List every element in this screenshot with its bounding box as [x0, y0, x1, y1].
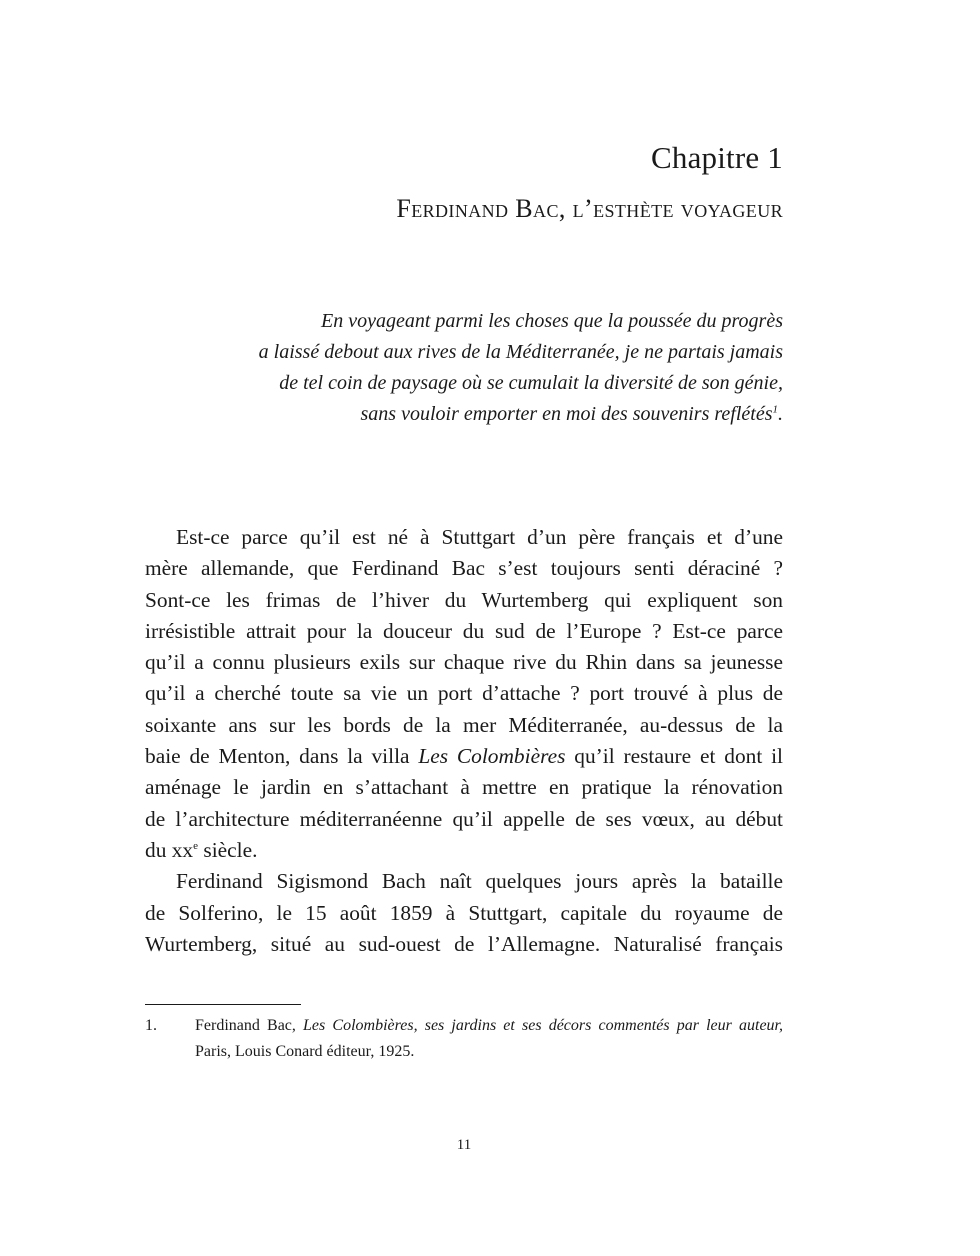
- footnote-line: [195, 1013, 783, 1039]
- body-text: [145, 522, 783, 960]
- chapter-title: Ferdinand Bac, l’esthète voyageur: [396, 194, 783, 223]
- text-line: [145, 710, 783, 741]
- footnote-author: Ferdinand Bac,: [195, 1017, 304, 1034]
- text-line-content: mère allemande, que Ferdinand Bac s’est toujours senti déraciné ?: [145, 556, 783, 581]
- text-line-content: soixante ans sur les bords de la mer Méditerranée, au-dessus de la: [145, 712, 783, 737]
- text-line-content: qu’il a connu plusieurs exils sur chaque rive du Rhin dans sa jeunesse: [145, 650, 783, 675]
- text-line-content: Est-ce parce qu’il est né à Stuttgart d’un père français et d’une: [176, 525, 783, 549]
- footnote-title: Les Colombières, ses jardins et ses décors commentés par leur auteur,: [303, 1017, 783, 1034]
- chapter-number: Chapitre 1: [651, 140, 783, 175]
- epigraph-line: sans vouloir emporter en moi des souvenirs reflétés: [360, 403, 773, 425]
- footnote: [145, 1013, 783, 1065]
- footnote-separator: [145, 1004, 301, 1005]
- footnote-number: 1.: [145, 1017, 157, 1034]
- text-line: [145, 866, 783, 897]
- text-line-content: qu’il a cherché toute sa vie un port d’attache ? port trouvé à plus de: [145, 681, 783, 706]
- text-line: [145, 616, 783, 647]
- epigraph-period: .: [778, 403, 783, 425]
- text-line-content: aménage le jardin en s’attachant à mettre en pratique la rénovation: [145, 775, 783, 800]
- text-segment: siècle.: [198, 837, 258, 862]
- text-line: [145, 741, 783, 772]
- text-line: [145, 835, 783, 866]
- text-line-content: de Solferino, le 15 août 1859 à Stuttgart, capitale du royaume de: [145, 900, 783, 925]
- epigraph-line: a laissé debout aux rives de la Méditerranée, je ne partais jamais: [258, 341, 783, 363]
- epigraph-line: de tel coin de paysage où se cumulait la diversité de son génie,: [279, 372, 783, 394]
- text-line-content: Ferdinand Sigismond Bach naît quelques jours après la bataille: [176, 869, 783, 894]
- footnote-publisher: Paris, Louis Conard éditeur, 1925.: [195, 1043, 415, 1060]
- footnote-text: [195, 1013, 783, 1065]
- text-line: [145, 772, 783, 803]
- text-line-content: Sont-ce les frimas de l’hiver du Wurtemberg qui expliquent son: [145, 587, 783, 612]
- text-line: [145, 585, 783, 616]
- text-line-content: Wurtemberg, situé au sud-ouest de l’Allemagne. Naturalisé français: [145, 931, 783, 956]
- text-segment: baie de Menton, dans la villa: [145, 744, 419, 769]
- epigraph-line: En voyageant parmi les choses que la poussée du progrès: [321, 310, 783, 332]
- text-line: [145, 678, 783, 709]
- text-line: [145, 898, 783, 929]
- text-line: [145, 804, 783, 835]
- epigraph-last-line: [163, 399, 783, 430]
- text-line-content: irrésistible attrait pour la douceur du sud de l’Europe ? Est-ce parce: [145, 618, 783, 643]
- text-line: [145, 929, 783, 960]
- footnote-reference: 1: [772, 403, 778, 416]
- page-number: 11: [456, 1137, 472, 1153]
- text-segment: qu’il restaure et dont il: [565, 744, 783, 769]
- superscript: e: [193, 839, 199, 852]
- text-line: [145, 553, 783, 584]
- text-line-content: de l’architecture méditerranéenne qu’il appelle de ses vœux, au début: [145, 806, 783, 831]
- text-line: [145, 647, 783, 678]
- italic-title: Les Colombières: [418, 744, 566, 769]
- text-line: [145, 522, 783, 553]
- epigraph: [163, 306, 783, 430]
- text-segment: du xx: [145, 837, 194, 862]
